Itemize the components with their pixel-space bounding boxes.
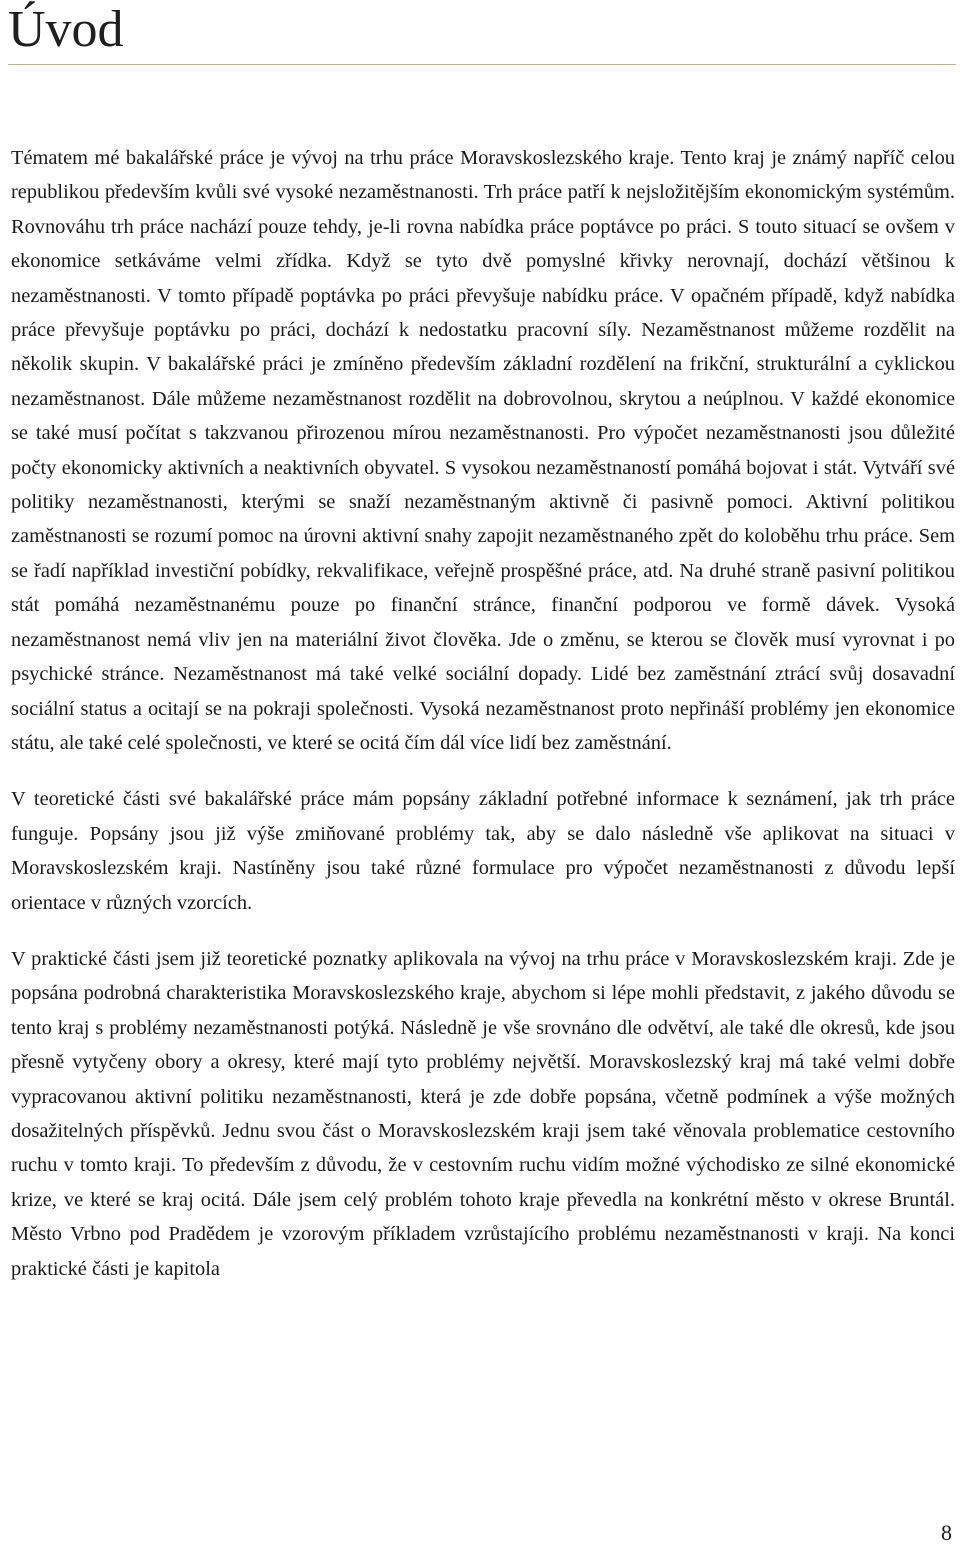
page-title: Úvod [8,1,124,58]
paragraph-practice: V praktické části jsem již teoretické poznatky aplikovala na vývoj na trhu práce v Moravskoslezském kraji. Zde je popsána podrobná charakteristika Moravskoslezského kraje, abychom si lépe mohli představit, z jakého důvodu se tento kraj s problémy nezaměstnanosti potýká. Následně je vše srovnáno dle odvětví, ale také dle okresů, kde jsou přesně vytyčeny obory a okresy, které mají tyto problémy největší. Moravskoslezský kraj má také velmi dobře vypracovanou aktivní politiku nezaměstnanosti, která je zde dobře popsána, včetně podmínek a výše možných dosažitelných příspěvků. Jednu svou část o Moravskoslezském kraji jsem také věnovala problematice cestovního ruchu v tomto kraji. To především z důvodu, že v cestovním ruchu vidím možné východisko ze silné ekonomické krize, ve které se kraj ocitá. Dále jsem celý problém tohoto kraje převedla na konkrétní město v okrese Bruntál. Město Vrbno pod Pradědem je vzorovým příkladem vzrůstajícího problému nezaměstnanosti v kraji. Na konci praktické části je kapitola [11,947,955,1280]
body-text [11,141,955,1308]
paragraph-intro: Tématem mé bakalářské práce je vývoj na trhu práce Moravskoslezského kraje. Tento kraj je známý napříč celou republikou především kvůli své vysoké nezaměstnanosti. Trh práce patří k nejsložitějším ekonomickým systémům. Rovnováhu trh práce nachází pouze tehdy, je-li rovna nabídka práce poptávce po práci. S touto situací se ovšem v ekonomice setkáváme velmi zřídka. Když se tyto dvě pomyslné křivky nerovnají, dochází většinou k nezaměstnanosti. V tomto případě poptávka po práci převyšuje nabídku práce. V opačném případě, když nabídka práce převyšuje poptávku po práci, dochází k nedostatku pracovní síly. Nezaměstnanost můžeme rozdělit na několik skupin. V bakalářské práci je zmíněno především základní rozdělení na frikční, strukturální a cyklickou nezaměstnanost. Dále můžeme nezaměstnanost rozdělit na dobrovolnou, skrytou a neúplnou. V každé ekonomice se také musí počítat s takzvanou přirozenou mírou nezaměstnanosti. Pro výpočet nezaměstnanosti jsou důležité počty ekonomicky aktivních a neaktivních obyvatel. S vysokou nezaměstnaností pomáhá bojovat i stát. Vytváří své politiky nezaměstnanosti, kterými se snaží nezaměstnaným aktivně či pasivně pomoci. Aktivní politikou zaměstnanosti se rozumí pomoc na úrovni aktivní snahy zapojit nezaměstnaného zpět do koloběhu trhu práce. Sem se řadí například investiční pobídky, rekvalifikace, veřejně prospěšné práce, atd. Na druhé straně pasivní politikou stát pomáhá nezaměstnanému pouze po finanční stránce, finanční podporou ve formě dávek. Vysoká nezaměstnanost nemá vliv jen na materiální život člověka. Jde o změnu, se kterou se člověk musí vyrovnat i po psychické stránce. Nezaměstnanost má také velké sociální dopady. Lidé bez zaměstnání ztrácí svůj dosavadní sociální status a ocitají se na pokraji společnosti. Vysoká nezaměstnanost proto nepřináší problémy jen ekonomice státu, ale také celé společnosti, ve které se ocitá čím dál více lidí bez zaměstnání. [11,147,955,754]
title-divider [8,64,956,65]
page-number: 8 [941,1520,952,1545]
paragraph-theory: V teoretické části své bakalářské práce mám popsány základní potřebné informace k seznámení, jak trh práce funguje. Popsány jsou již výše zmiňované problémy tak, aby se dalo následně vše aplikovat na situaci v Moravskoslezském kraji. Nastíněny jsou také různé formulace pro výpočet nezaměstnanosti z důvodu lepší orientace v různých vzorcích. [11,788,955,914]
